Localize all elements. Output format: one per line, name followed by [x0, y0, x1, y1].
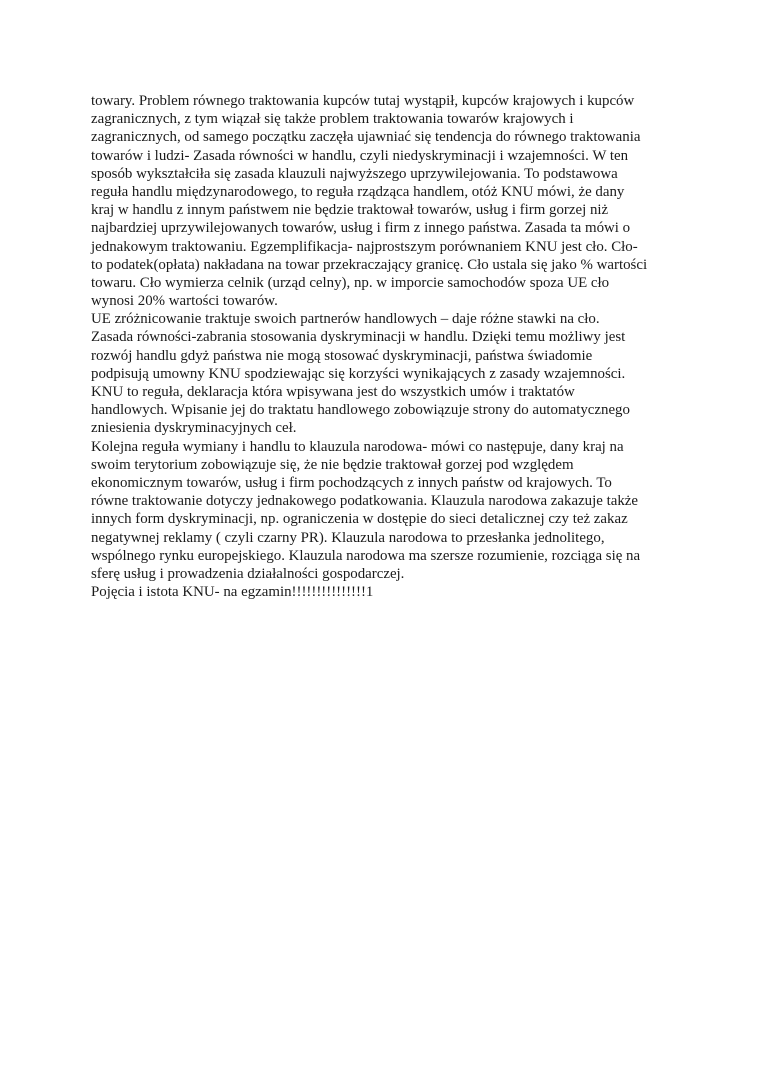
text-line: towary. Problem równego traktowania kupców tutaj wystąpił, kupców krajowych i kupców	[91, 93, 635, 109]
text-line: negatywnej reklamy ( czyli czarny PR). Klauzula narodowa to przesłanka jednolitego,	[91, 529, 605, 546]
text-line: towarów i ludzi- Zasada równości w handlu, czyli niedyskryminacji i wzajemności. W ten	[91, 147, 629, 164]
text-line: towaru. Cło wymierza celnik (urząd celny), np. w imporcie samochodów spoza UE cło	[91, 274, 610, 291]
text-line: UE zróżnicowanie traktuje swoich partnerów handlowych – daje różne stawki na cło.	[91, 311, 600, 328]
text-line: Kolejna reguła wymiany i handlu to klauzula narodowa- mówi co następuje, dany kraj na	[91, 438, 624, 455]
text-line: ekonomicznym towarów, usług i firm pochodzących z innych państw od krajowych. To	[91, 474, 612, 491]
text-line: KNU to reguła, deklaracja która wpisywana jest do wszystkich umów i traktatów	[91, 384, 575, 400]
text-line: sposób wykształciła się zasada klauzuli najwyższego uprzywilejowania. To podstawowa	[91, 165, 618, 182]
text-line: najbardziej uprzywilejowanych towarów, usług i firm z innego państwa. Zasada ta mówi o	[91, 220, 631, 237]
text-line: rozwój handlu gdyż państwa nie mogą stosować dyskryminacji, państwa świadomie	[91, 347, 593, 364]
text-line: reguła handlu międzynarodowego, to reguła rządząca handlem, otóż KNU mówi, że dany	[91, 183, 625, 200]
document-body	[91, 92, 681, 601]
text-line: kraj w handlu z innym państwem nie będzie traktował towarów, usług i firm gorzej niż	[91, 202, 609, 219]
text-line: to podatek(opłata) nakładana na towar przekraczający granicę. Cło ustala się jako % wartości	[91, 256, 648, 273]
text-line: równe traktowanie dotyczy jednakowego podatkowania. Klauzula narodowa zakazuje także	[91, 493, 638, 510]
text-line: sferę usług i prowadzenia działalności gospodarczej.	[91, 565, 405, 582]
text-line: podpisują umowny KNU spodziewając się korzyści wynikających z zasady wzajemności.	[91, 365, 626, 382]
text-line: wspólnego rynku europejskiego. Klauzula narodowa ma szersze rozumienie, rozciąga się na	[91, 547, 641, 564]
text-line: handlowych. Wpisanie jej do traktatu handlowego zobowiązuje strony do automatycznego	[91, 402, 630, 419]
text-line: Zasada równości-zabrania stosowania dyskryminacji w handlu. Dzięki temu możliwy jest	[91, 329, 626, 346]
text-line: jednakowym traktowaniu. Egzemplifikacja- najprostszym porównaniem KNU jest cło. Cło-	[91, 238, 638, 255]
text-line: wynosi 20% wartości towarów.	[91, 293, 278, 310]
text-line: innych form dyskryminacji, np. ograniczenia w dostępie do sieci detalicznej czy też zakaz	[91, 511, 628, 528]
text-line: zagranicznych, z tym wiązał się także problem traktowania towarów krajowych i	[91, 111, 574, 128]
text-line: zniesienia dyskryminacyjnych ceł.	[91, 420, 297, 437]
text-line: swoim terytorium zobowiązuje się, że nie będzie traktował gorzej pod względem	[91, 456, 574, 473]
text-line: Pojęcia i istota KNU- na egzamin!!!!!!!!!!!!!!!1	[91, 584, 374, 601]
text-line: zagranicznych, od samego początku zaczęła ujawniać się tendencja do równego traktowania	[91, 129, 641, 146]
